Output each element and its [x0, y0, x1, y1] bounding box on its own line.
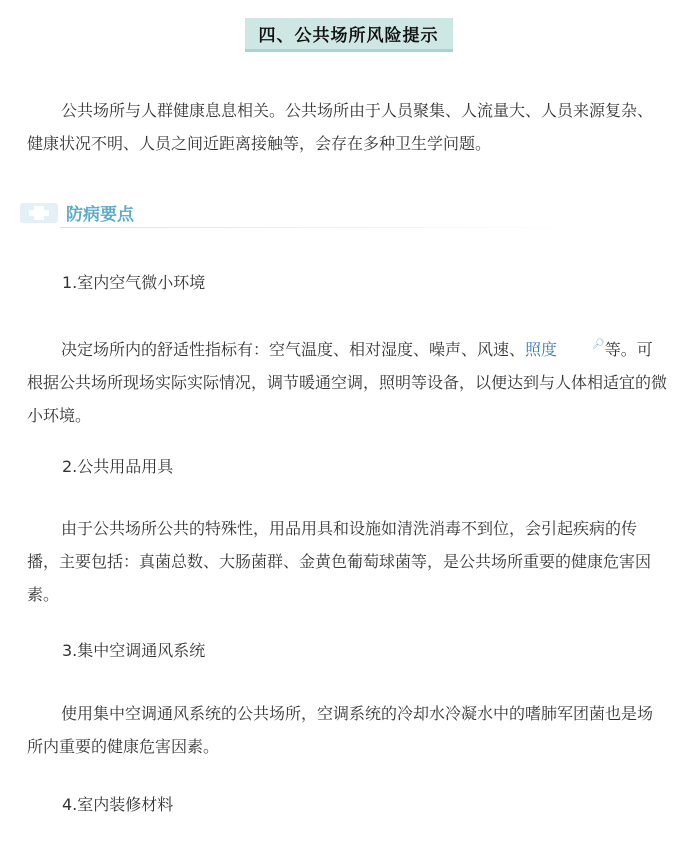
item-heading-4: 4.室内装修材料	[62, 795, 174, 814]
item-body-1-text-a: 决定场所内的舒适性指标有：空气温度、相对湿度、噪声、风速、	[61, 340, 526, 359]
title-container	[0, 18, 697, 52]
illuminance-link[interactable]: 照度	[525, 340, 558, 359]
intro-paragraph: 公共场所与人群健康息息相关。公共场所由于人员聚集、人流量大、人员来源复杂、健康状况不明、人员之间近距离接触等，会存在多种卫生学问题。	[27, 101, 654, 153]
section-header	[20, 198, 580, 230]
page-title: 四、公共场所风险提示	[245, 18, 453, 52]
item-heading-2: 2.公共用品用具	[62, 457, 174, 476]
item-body-1	[27, 328, 667, 432]
item-body-1-text-b: 等。可根据公共场所现场实际实际情况，调节暖通空调，照明等设备，以便达到与人体相适宜的微小环境。	[27, 340, 668, 425]
plus-cross-icon	[20, 201, 58, 225]
search-icon[interactable]: 🔎︎	[592, 339, 605, 350]
item-heading-3: 3.集中空调通风系统	[62, 641, 206, 660]
item-heading-1: 1.室内空气微小环境	[62, 273, 206, 292]
section-heading: 防病要点	[66, 205, 134, 225]
item-body-3: 使用集中空调通风系统的公共场所，空调系统的冷却水冷凝水中的嗜肺军团菌也是场所内重要的健康危害因素。	[27, 704, 654, 756]
item-body-2: 由于公共场所公共的特殊性，用品用具和设施如清洗消毒不到位，会引起疾病的传播，主要包括：真菌总数、大肠菌群、金黄色葡萄球菌等，是公共场所重要的健康危害因素。	[27, 519, 652, 604]
section-divider	[60, 227, 580, 228]
